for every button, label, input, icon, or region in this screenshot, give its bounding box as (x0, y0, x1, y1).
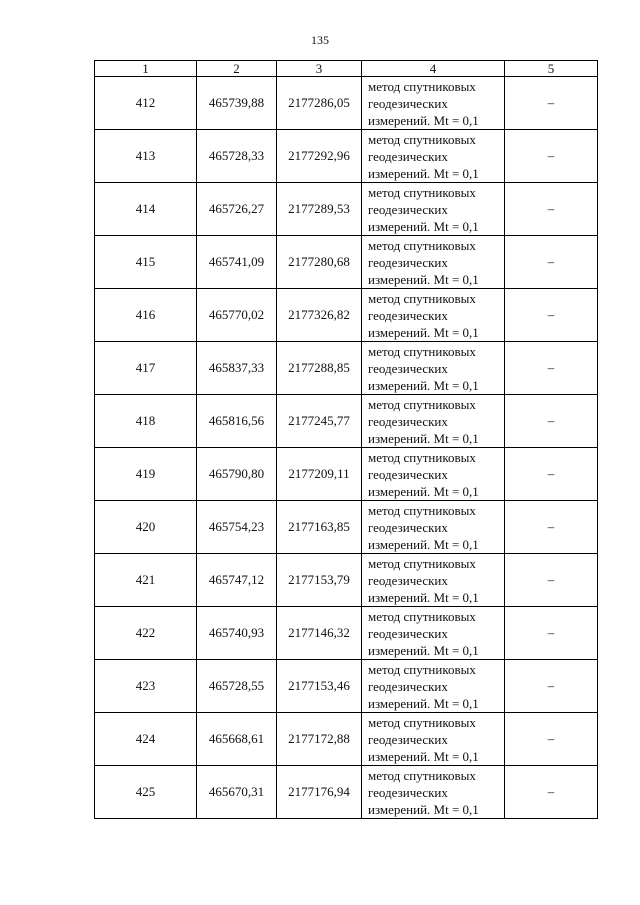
method-line: метод спутниковых (368, 184, 476, 200)
method-line: измерений. Mt = 0,1 (368, 642, 479, 658)
point-number-cell: 425 (95, 766, 197, 819)
note-cell: – (505, 766, 598, 819)
x-coordinate-cell: 465670,31 (197, 766, 277, 819)
method-line: метод спутниковых (368, 714, 476, 730)
note-cell: – (505, 289, 598, 342)
method-line: измерений. Mt = 0,1 (368, 748, 479, 764)
table-header-row (95, 61, 598, 77)
note-cell: – (505, 660, 598, 713)
method-line: метод спутниковых (368, 449, 476, 465)
method-line: геодезических (368, 95, 448, 111)
x-coordinate-cell: 465739,88 (197, 77, 277, 130)
method-line: измерений. Mt = 0,1 (368, 218, 479, 234)
y-coordinate-cell: 2177153,79 (277, 554, 362, 607)
method-line: метод спутниковых (368, 555, 476, 571)
method-line: геодезических (368, 201, 448, 217)
y-coordinate-cell: 2177288,85 (277, 342, 362, 395)
x-coordinate-cell: 465740,93 (197, 607, 277, 660)
x-coordinate-cell: 465668,61 (197, 713, 277, 766)
coordinates-table (94, 60, 598, 819)
x-coordinate-cell: 465728,55 (197, 660, 277, 713)
x-coordinate-cell: 465837,33 (197, 342, 277, 395)
method-cell (362, 554, 505, 607)
method-line: геодезических (368, 148, 448, 164)
table-row (95, 289, 598, 342)
table-row (95, 130, 598, 183)
point-number-cell: 415 (95, 236, 197, 289)
point-number-cell: 422 (95, 607, 197, 660)
point-number-cell: 418 (95, 395, 197, 448)
method-line: геодезических (368, 519, 448, 535)
note-cell: – (505, 342, 598, 395)
method-line: метод спутниковых (368, 502, 476, 518)
note-cell: – (505, 130, 598, 183)
method-line: метод спутниковых (368, 131, 476, 147)
y-coordinate-cell: 2177153,46 (277, 660, 362, 713)
x-coordinate-cell: 465726,27 (197, 183, 277, 236)
method-cell (362, 395, 505, 448)
x-coordinate-cell: 465816,56 (197, 395, 277, 448)
method-line: измерений. Mt = 0,1 (368, 377, 479, 393)
x-coordinate-cell: 465770,02 (197, 289, 277, 342)
x-coordinate-cell: 465754,23 (197, 501, 277, 554)
table-row (95, 713, 598, 766)
table-row (95, 77, 598, 130)
point-number-cell: 412 (95, 77, 197, 130)
x-coordinate-cell: 465741,09 (197, 236, 277, 289)
note-cell: – (505, 607, 598, 660)
table-row (95, 501, 598, 554)
note-cell: – (505, 395, 598, 448)
note-cell: – (505, 554, 598, 607)
method-line: геодезических (368, 625, 448, 641)
column-header-3: 3 (277, 61, 362, 77)
method-line: геодезических (368, 678, 448, 694)
method-line: метод спутниковых (368, 343, 476, 359)
x-coordinate-cell: 465790,80 (197, 448, 277, 501)
column-header-5: 5 (505, 61, 598, 77)
note-cell: – (505, 77, 598, 130)
method-cell (362, 342, 505, 395)
column-header-1: 1 (95, 61, 197, 77)
method-line: измерений. Mt = 0,1 (368, 695, 479, 711)
method-line: метод спутниковых (368, 608, 476, 624)
method-cell (362, 607, 505, 660)
note-cell: – (505, 501, 598, 554)
method-line: геодезических (368, 731, 448, 747)
method-cell (362, 183, 505, 236)
note-cell: – (505, 183, 598, 236)
table-row (95, 660, 598, 713)
point-number-cell: 416 (95, 289, 197, 342)
note-cell: – (505, 236, 598, 289)
table-row (95, 607, 598, 660)
method-line: геодезических (368, 572, 448, 588)
method-cell (362, 660, 505, 713)
method-line: измерений. Mt = 0,1 (368, 430, 479, 446)
y-coordinate-cell: 2177326,82 (277, 289, 362, 342)
method-line: геодезических (368, 254, 448, 270)
y-coordinate-cell: 2177245,77 (277, 395, 362, 448)
method-line: метод спутниковых (368, 661, 476, 677)
method-cell (362, 766, 505, 819)
y-coordinate-cell: 2177146,32 (277, 607, 362, 660)
point-number-cell: 423 (95, 660, 197, 713)
method-cell (362, 501, 505, 554)
method-line: измерений. Mt = 0,1 (368, 324, 479, 340)
y-coordinate-cell: 2177163,85 (277, 501, 362, 554)
method-line: метод спутниковых (368, 290, 476, 306)
y-coordinate-cell: 2177176,94 (277, 766, 362, 819)
method-cell (362, 77, 505, 130)
method-line: метод спутниковых (368, 78, 476, 94)
y-coordinate-cell: 2177280,68 (277, 236, 362, 289)
x-coordinate-cell: 465728,33 (197, 130, 277, 183)
point-number-cell: 417 (95, 342, 197, 395)
note-cell: – (505, 448, 598, 501)
method-cell (362, 713, 505, 766)
point-number-cell: 413 (95, 130, 197, 183)
method-line: измерений. Mt = 0,1 (368, 271, 479, 287)
method-line: метод спутниковых (368, 396, 476, 412)
y-coordinate-cell: 2177172,88 (277, 713, 362, 766)
method-line: геодезических (368, 307, 448, 323)
point-number-cell: 419 (95, 448, 197, 501)
method-cell (362, 448, 505, 501)
point-number-cell: 414 (95, 183, 197, 236)
column-header-4: 4 (362, 61, 505, 77)
column-header-2: 2 (197, 61, 277, 77)
note-cell: – (505, 713, 598, 766)
page-number: 135 (311, 33, 329, 47)
y-coordinate-cell: 2177292,96 (277, 130, 362, 183)
method-line: измерений. Mt = 0,1 (368, 483, 479, 499)
table-row (95, 236, 598, 289)
table-row (95, 342, 598, 395)
method-line: геодезических (368, 466, 448, 482)
y-coordinate-cell: 2177209,11 (277, 448, 362, 501)
method-cell (362, 236, 505, 289)
method-line: геодезических (368, 360, 448, 376)
method-line: измерений. Mt = 0,1 (368, 112, 479, 128)
y-coordinate-cell: 2177289,53 (277, 183, 362, 236)
x-coordinate-cell: 465747,12 (197, 554, 277, 607)
method-line: измерений. Mt = 0,1 (368, 165, 479, 181)
method-line: измерений. Mt = 0,1 (368, 801, 479, 817)
method-line: метод спутниковых (368, 237, 476, 253)
method-line: метод спутниковых (368, 767, 476, 783)
table-row (95, 554, 598, 607)
method-line: измерений. Mt = 0,1 (368, 589, 479, 605)
method-line: измерений. Mt = 0,1 (368, 536, 479, 552)
method-cell (362, 130, 505, 183)
y-coordinate-cell: 2177286,05 (277, 77, 362, 130)
table-row (95, 183, 598, 236)
method-line: геодезических (368, 413, 448, 429)
table-row (95, 766, 598, 819)
method-cell (362, 289, 505, 342)
table-body (95, 77, 598, 819)
point-number-cell: 421 (95, 554, 197, 607)
method-line: геодезических (368, 784, 448, 800)
point-number-cell: 420 (95, 501, 197, 554)
table-row (95, 395, 598, 448)
point-number-cell: 424 (95, 713, 197, 766)
table-row (95, 448, 598, 501)
